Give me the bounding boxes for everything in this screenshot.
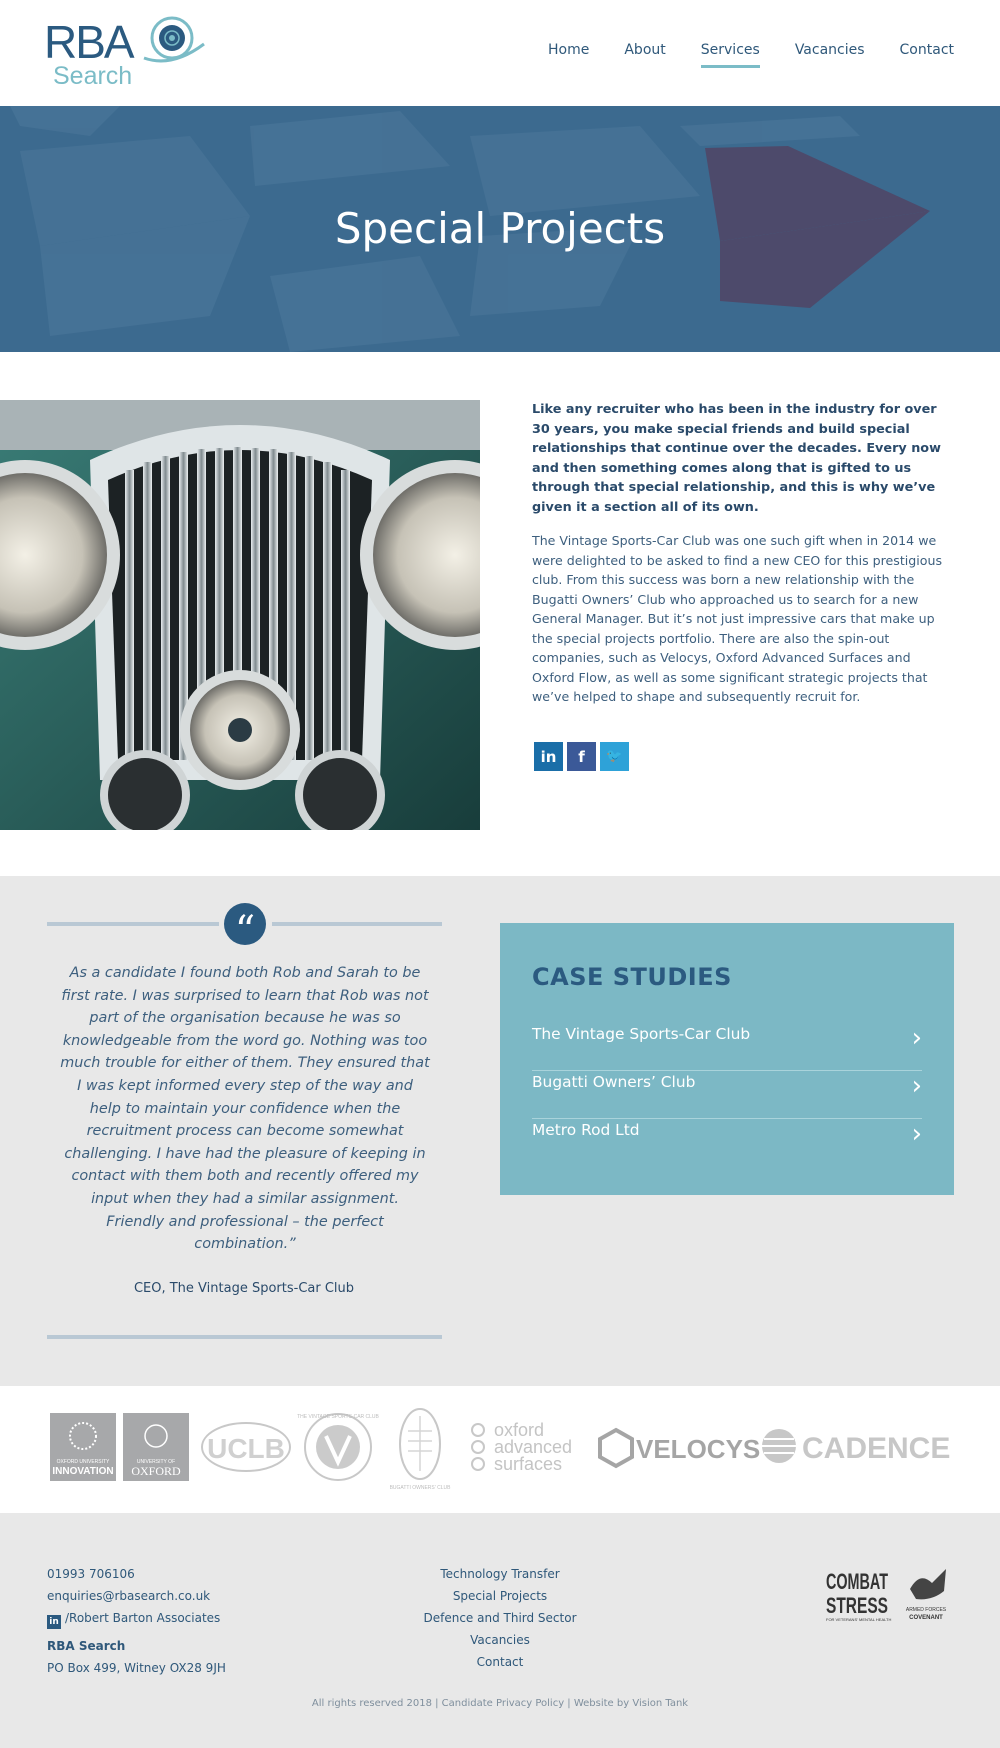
armed-forces-covenant-logo: [906, 1569, 947, 1621]
page-title: Special Projects: [334, 204, 666, 253]
svg-text:BUGATTI OWNERS' CLUB: BUGATTI OWNERS' CLUB: [389, 1485, 451, 1491]
vintage-car-grille-image: [0, 400, 480, 830]
nav-contact[interactable]: Contact: [899, 42, 954, 58]
nav-about[interactable]: About: [624, 42, 666, 58]
case-study-item[interactable]: [532, 1071, 922, 1119]
svg-text:INNOVATION: INNOVATION: [52, 1466, 114, 1477]
logo-text-rba: RBA: [44, 16, 133, 68]
linkedin-icon: in: [47, 1615, 61, 1629]
svg-text:VELOCYS: VELOCYS: [636, 1434, 761, 1464]
vscc-logo: [297, 1414, 379, 1480]
case-study-label: Bugatti Owners’ Club: [532, 1073, 696, 1091]
footer-link[interactable]: Defence and Third Sector: [423, 1611, 577, 1625]
main-nav: [548, 42, 954, 66]
svg-text:surfaces: surfaces: [494, 1454, 563, 1474]
svg-text:UNIVERSITY OF: UNIVERSITY OF: [136, 1459, 176, 1465]
case-studies-panel: [500, 923, 954, 1195]
nav-vacancies[interactable]: Vacancies: [794, 42, 865, 58]
logo-text-search: Search: [53, 62, 133, 88]
partner-logos-strip: [0, 1386, 1000, 1513]
social-share-buttons: [534, 742, 629, 771]
linkedin-icon[interactable]: in: [534, 742, 563, 771]
footer-address: PO Box 499, Witney OX28 9JH: [47, 1661, 226, 1675]
quote-divider-bottom: [47, 1335, 442, 1339]
intro-text-block: [532, 400, 956, 707]
quote-divider-right: [272, 922, 442, 926]
footer-link[interactable]: Contact: [476, 1655, 524, 1669]
chevron-right-icon: ›: [911, 1119, 922, 1149]
footer-email[interactable]: enquiries@rbasearch.co.uk: [47, 1589, 211, 1603]
svg-text:oxford: oxford: [494, 1420, 545, 1440]
intro-lead-paragraph: Like any recruiter who has been in the industry for over 30 years, you make special friends and build special relationships that continue over the decades. Every now and then something comes along that is gifted to us through that special relationship, and this is why we’ve given it a section all of its own.: [532, 402, 941, 515]
svg-text:COMBAT: COMBAT: [826, 1569, 889, 1594]
footer-link[interactable]: Technology Transfer: [440, 1567, 560, 1581]
svg-text:FOR VETERANS' MENTAL HEALTH: FOR VETERANS' MENTAL HEALTH: [826, 1617, 892, 1622]
bugatti-owners-club-logo: [390, 1409, 452, 1491]
university-of-oxford-logo: [123, 1413, 189, 1481]
case-study-item[interactable]: [532, 1119, 922, 1167]
case-study-label: The Vintage Sports-Car Club: [532, 1025, 751, 1043]
oxford-advanced-surfaces-logo: [472, 1420, 572, 1474]
footer-copyright: All rights reserved 2018 | Candidate Privacy Policy | Website by Vision Tank: [311, 1698, 689, 1709]
svg-text:advanced: advanced: [494, 1437, 573, 1457]
velocys-logo: [600, 1430, 760, 1466]
cadence-logo: [762, 1429, 950, 1465]
hero-banner: [0, 106, 1000, 352]
testimonial-text: As a candidate I found both Rob and Sarah to be first rate. I was surprised to learn that Rob was not part of the organisation because he was so knowledgeable from the word go. Nothing was too much trouble for either of them. They ensured that I was kept informed every step of the way and help to maintain your confidence when the recruitment process can become somewhat challenging. I have had the pleasure of keeping in contact with them both and recently offered my input when they had a similar assignment. Friendly and professional – the perfect combination.”: [60, 965, 430, 1253]
case-study-label: Metro Rod Ltd: [532, 1121, 640, 1139]
rba-search-logo[interactable]: [44, 14, 209, 88]
footer-linkedin[interactable]: in /Robert Barton Associates: [47, 1607, 226, 1629]
intro-body-paragraph: The Vintage Sports-Car Club was one such gift when in 2014 we were delighted to be asked to find a new CEO for this prestigious club. From this success was born a new relationship with the Bugatti Owners’ Club who approached us to search for a new General Manager. But it’s not just impressive cars that make up the special projects portfolio. There are also the spin-out companies, such as Velocys, Oxford Advanced Surfaces and Oxford Flow, as well as some significant strategic projects that we’ve helped to shape and subsequently recruit for.: [532, 533, 943, 704]
svg-text:OXFORD: OXFORD: [131, 1464, 181, 1478]
svg-text:COVENANT: COVENANT: [909, 1615, 943, 1621]
eye-icon: [144, 18, 204, 61]
combat-stress-logo: [826, 1569, 891, 1622]
svg-text:ARMED FORCES: ARMED FORCES: [905, 1607, 947, 1613]
case-studies-title: CASE STUDIES: [532, 963, 732, 991]
footer-links: [400, 1563, 600, 1673]
facebook-icon[interactable]: f: [567, 742, 596, 771]
footer-brand: RBA Search: [47, 1639, 126, 1653]
svg-text:STRESS: STRESS: [826, 1593, 888, 1618]
twitter-icon[interactable]: 🐦: [600, 742, 629, 771]
uclb-logo: [202, 1423, 290, 1471]
oxford-innovation-logo: [50, 1413, 116, 1481]
footer-contact: [47, 1563, 226, 1679]
nav-services[interactable]: Services: [701, 42, 760, 66]
site-header: [0, 0, 1000, 106]
svg-text:THE VINTAGE SPORTS-CAR CLUB: THE VINTAGE SPORTS-CAR CLUB: [297, 1414, 379, 1420]
footer-phone[interactable]: 01993 706106: [47, 1567, 135, 1581]
site-footer: [0, 1513, 1000, 1748]
quote-divider-left: [47, 922, 219, 926]
footer-link[interactable]: Vacancies: [470, 1633, 530, 1647]
nav-home[interactable]: Home: [548, 42, 590, 58]
chevron-right-icon: ›: [911, 1023, 922, 1053]
accreditation-logos: [820, 1561, 960, 1631]
svg-text:OXFORD UNIVERSITY: OXFORD UNIVERSITY: [56, 1459, 110, 1465]
footer-link[interactable]: Special Projects: [452, 1589, 548, 1603]
testimonial-author: CEO, The Vintage Sports-Car Club: [133, 1281, 355, 1296]
svg-text:CADENCE: CADENCE: [802, 1432, 951, 1465]
svg-text:UCLB: UCLB: [207, 1433, 285, 1464]
quote-mark-icon: “: [224, 903, 266, 945]
chevron-right-icon: ›: [911, 1071, 922, 1101]
case-study-item[interactable]: [532, 1023, 922, 1071]
